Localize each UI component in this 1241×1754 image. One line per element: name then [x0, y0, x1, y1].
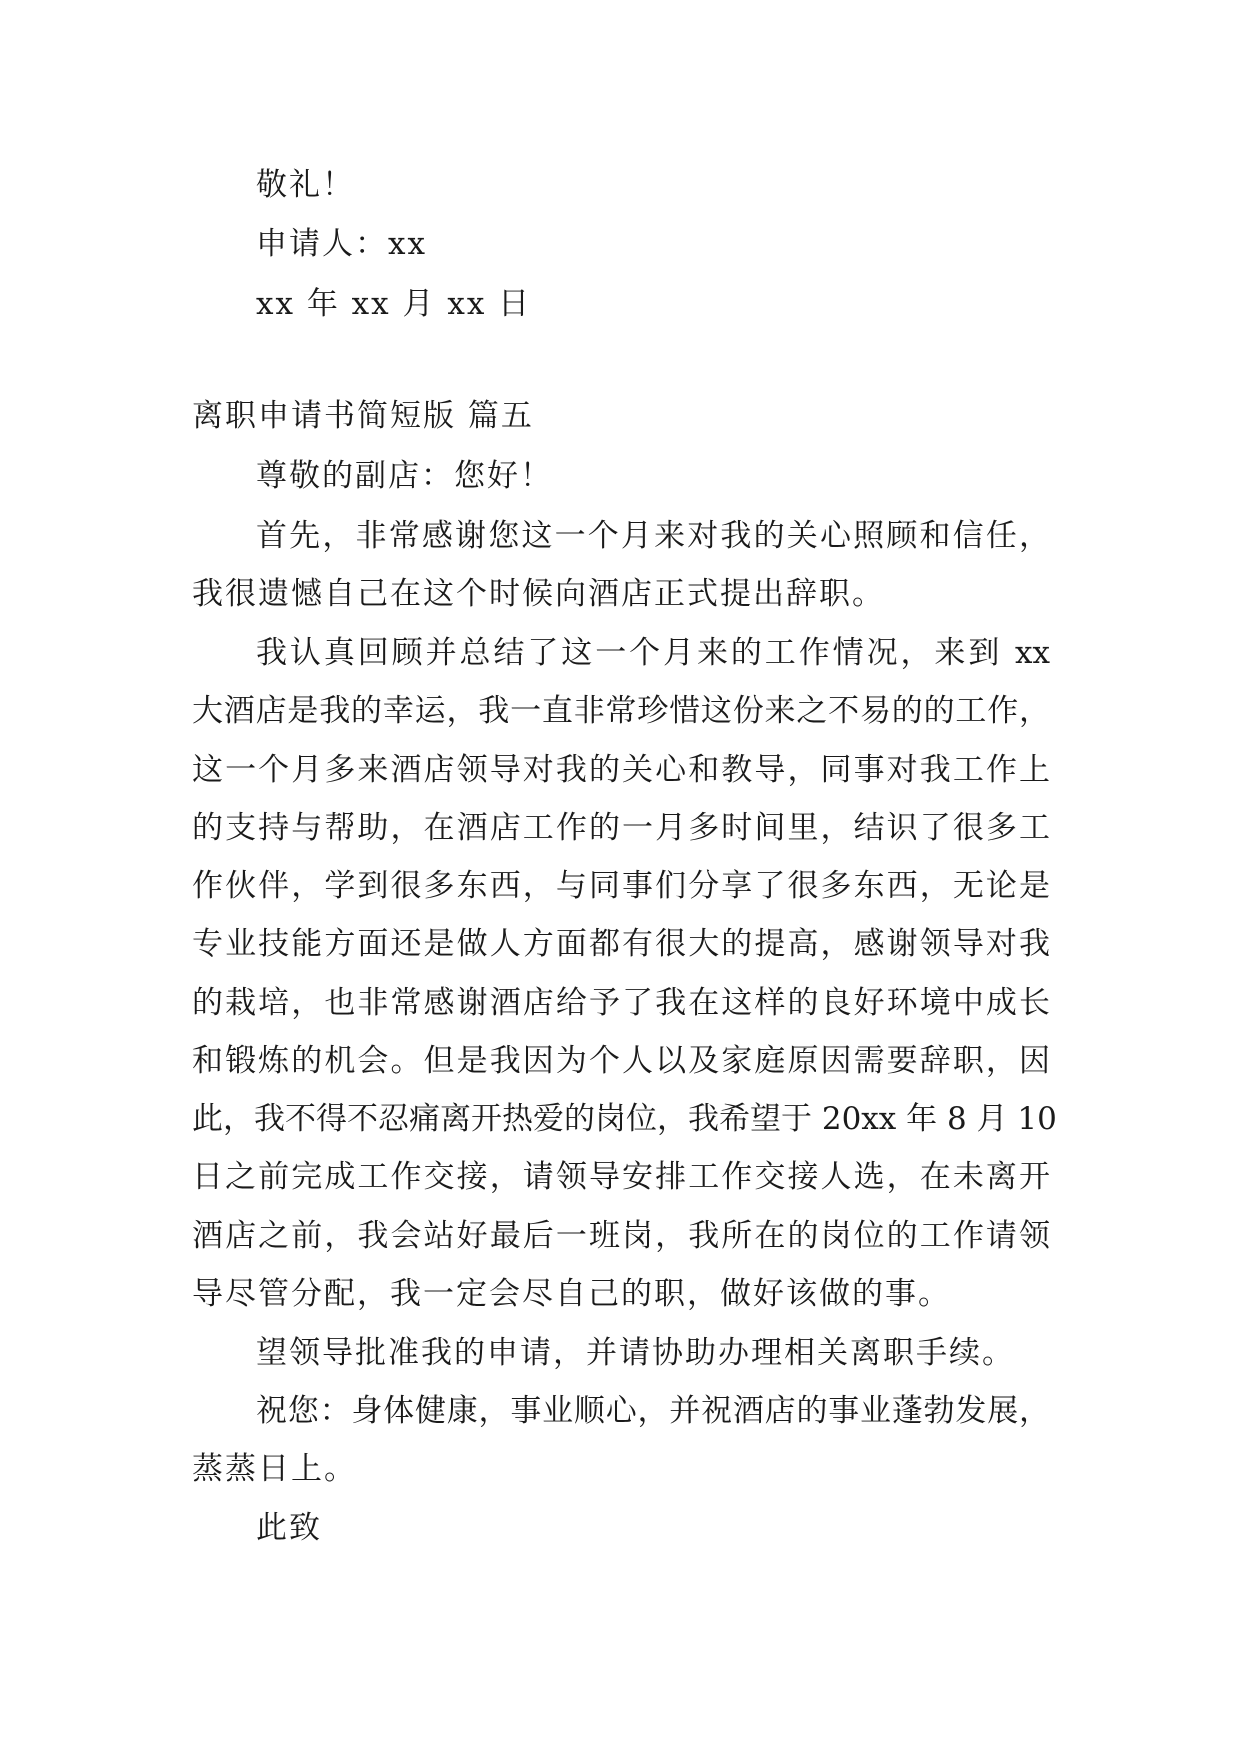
paragraph-line: 的栽培，也非常感谢酒店给予了我在这样的良好环境中成长: [192, 985, 1050, 1021]
date-line: xx 年 xx 月 xx 日: [256, 286, 532, 322]
paragraph-line: 这一个月多来酒店领导对我的关心和教导，同事对我工作上: [192, 752, 1050, 788]
applicant-line: 申请人：xx: [256, 226, 427, 262]
paragraph-line: 蒸蒸日上。: [192, 1451, 357, 1487]
paragraph-line: 首先，非常感谢您这一个月来对我的关心照顾和信任，: [256, 518, 1050, 554]
greeting-line: 尊敬的副店：您好！: [256, 458, 553, 494]
section-title: 离职申请书简短版 篇五: [192, 398, 534, 434]
paragraph-line: 祝您：身体健康，事业顺心，并祝酒店的事业蓬勃发展，: [256, 1393, 1050, 1429]
paragraph-line: 作伙伴，学到很多东西，与同事们分享了很多东西，无论是: [192, 868, 1050, 904]
paragraph-line: 专业技能方面还是做人方面都有很大的提高，感谢领导对我: [192, 926, 1050, 962]
closing-line: 此致: [256, 1510, 322, 1546]
paragraph-line: 酒店之前，我会站好最后一班岗，我所在的岗位的工作请领: [192, 1218, 1050, 1254]
paragraph-line: 导尽管分配，我一定会尽自己的职，做好该做的事。: [192, 1276, 951, 1312]
paragraph-line: 大酒店是我的幸运，我一直非常珍惜这份来之不易的的工作，: [192, 693, 1050, 729]
paragraph-line: 我很遗憾自己在这个时候向酒店正式提出辞职。: [192, 576, 885, 612]
paragraph-line: 望领导批准我的申请，并请协助办理相关离职手续。: [256, 1335, 1015, 1371]
paragraph-line: 和锻炼的机会。但是我因为个人以及家庭原因需要辞职，因: [192, 1043, 1050, 1079]
paragraph-line: 我认真回顾并总结了这一个月来的工作情况，来到 xx: [256, 635, 1050, 671]
paragraph-line: 此，我不得不忍痛离开热爱的岗位，我希望于 20xx 年 8 月 10: [192, 1101, 1057, 1137]
paragraph-line: 的支持与帮助，在酒店工作的一月多时间里，结识了很多工: [192, 810, 1050, 846]
paragraph-line: 日之前完成工作交接，请领导安排工作交接人选，在未离开: [192, 1159, 1050, 1195]
salute-line: 敬礼！: [256, 167, 355, 203]
